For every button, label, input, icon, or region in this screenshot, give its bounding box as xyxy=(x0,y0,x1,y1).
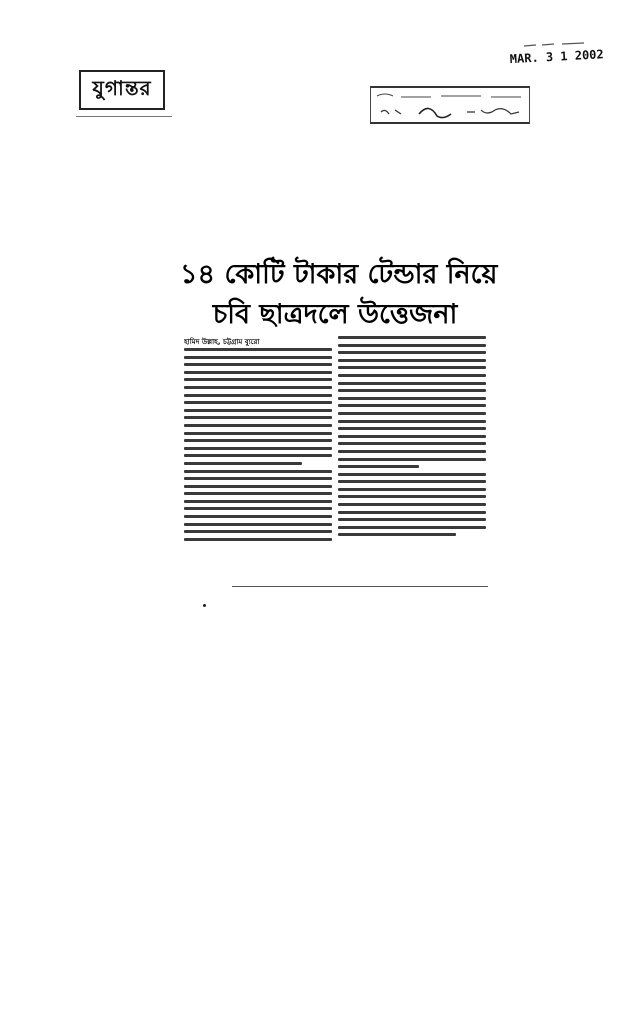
newspaper-clipping xyxy=(180,252,498,552)
article-headline xyxy=(180,252,498,332)
headline-line-1: ১৪ কোটি টাকার টেন্ডার নিয়ে xyxy=(180,259,498,290)
article-column-left xyxy=(184,348,332,548)
article-column-right xyxy=(338,336,486,536)
article-byline: হামিদ উল্লাহ, চট্টগ্রাম ব্যুরো xyxy=(184,338,260,346)
date-stamp-text: MAR. 3 1 2002 xyxy=(509,47,605,67)
clipping-bottom-rule xyxy=(232,586,488,587)
newspaper-masthead xyxy=(79,70,165,110)
receipt-stamp-handwriting xyxy=(371,88,531,126)
date-stamp xyxy=(509,47,605,74)
masthead-title: যুগান্তর xyxy=(92,75,152,100)
date-scribble-mark xyxy=(522,40,588,48)
headline-line-2: চবি ছাত্রদলে উত্তেজনা xyxy=(212,299,458,330)
receipt-stamp-box xyxy=(370,86,530,124)
stray-ink-dot xyxy=(203,604,206,607)
masthead-underline xyxy=(76,116,172,117)
